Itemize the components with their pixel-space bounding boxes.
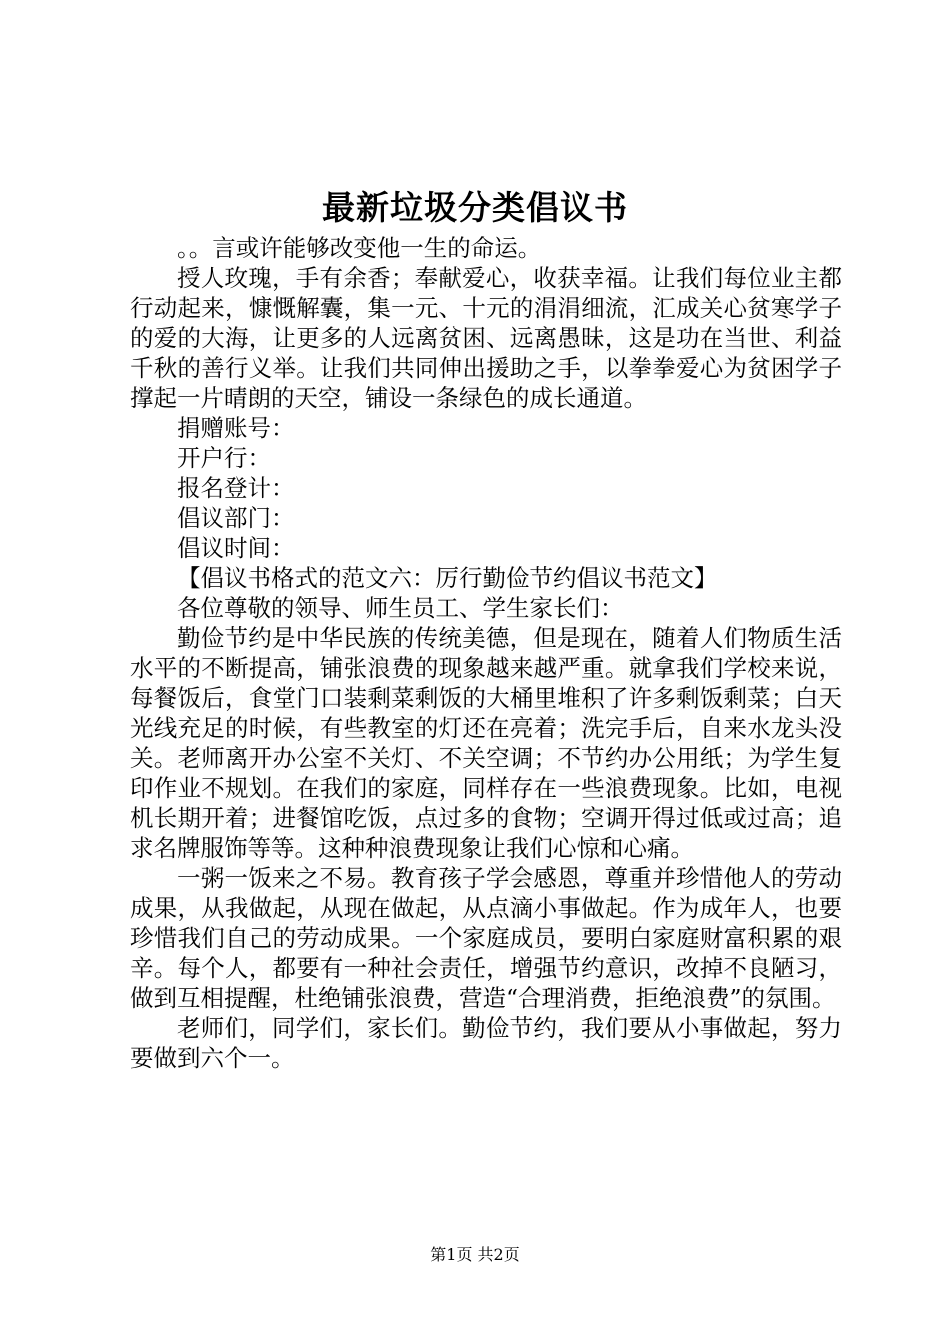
section-heading: 【倡议书格式的范文六：厉行勤俭节约倡议书范文】 bbox=[177, 564, 718, 592]
field-registration: 报名登计： bbox=[177, 474, 295, 502]
document-body bbox=[130, 233, 842, 1073]
paragraph-intro: 。。言或许能够改变他一生的命运。 bbox=[177, 234, 542, 262]
paragraph-gratitude: 一粥一饭来之不易。教育孩子学会感恩，尊重并珍惜他人的劳动成果，从我做起，从现在做起，从点滴小事做起。作为成年人，也要珍惜我们自己的劳动成果。一个家庭成员，要明白家庭财富积累的艰辛。每个人，都要有一种社会责任，增强节约意识，改掉不良陋习，做到互相提醒，杜绝铺张浪费，营造“合理消费，拒绝浪费”的氛围。 bbox=[130, 864, 842, 1012]
field-department: 倡议部门： bbox=[177, 504, 295, 532]
paragraph-closing: 老师们，同学们，家长们。勤俭节约，我们要从小事做起，努力要做到六个一。 bbox=[130, 1014, 842, 1072]
page-footer: 第1页 共2页 bbox=[430, 1245, 520, 1264]
document-title: 最新垃圾分类倡议书 bbox=[322, 188, 628, 227]
paragraph-frugality: 勤俭节约是中华民族的传统美德，但是现在，随着人们物质生活水平的不断提高，铺张浪费的现象越来越严重。就拿我们学校来说，每餐饭后，食堂门口装剩菜剩饭的大桶里堆积了许多剩饭剩菜；白天光线充足的时候，有些教室的灯还在亮着；洗完手后，自来水龙头没关。老师离开办公室不关灯、不关空调；不节约办公用纸；为学生复印作业不规划。在我们的家庭，同样存在一些浪费现象。比如，电视机长期开着；进餐馆吃饭，点过多的食物；空调开得过低或过高；追求名牌服饰等等。这种种浪费现象让我们心惊和心痛。 bbox=[130, 624, 842, 862]
paragraph-appeal: 授人玫瑰，手有余香；奉献爱心，收获幸福。让我们每位业主都行动起来，慷慨解囊，集一元、十元的涓涓细流，汇成关心贫寒学子的爱的大海，让更多的人远离贫困、远离愚昧，这是功在当世、利益千秋的善行义举。让我们共同伸出援助之手，以拳拳爱心为贫困学子撑起一片晴朗的天空，铺设一条绿色的成长通道。 bbox=[130, 264, 842, 412]
salutation: 各位尊敬的领导、师生员工、学生家长们： bbox=[177, 594, 624, 622]
field-bank: 开户行： bbox=[177, 444, 271, 472]
field-donation-account: 捐赠账号： bbox=[177, 414, 295, 442]
field-time: 倡议时间： bbox=[177, 534, 295, 562]
